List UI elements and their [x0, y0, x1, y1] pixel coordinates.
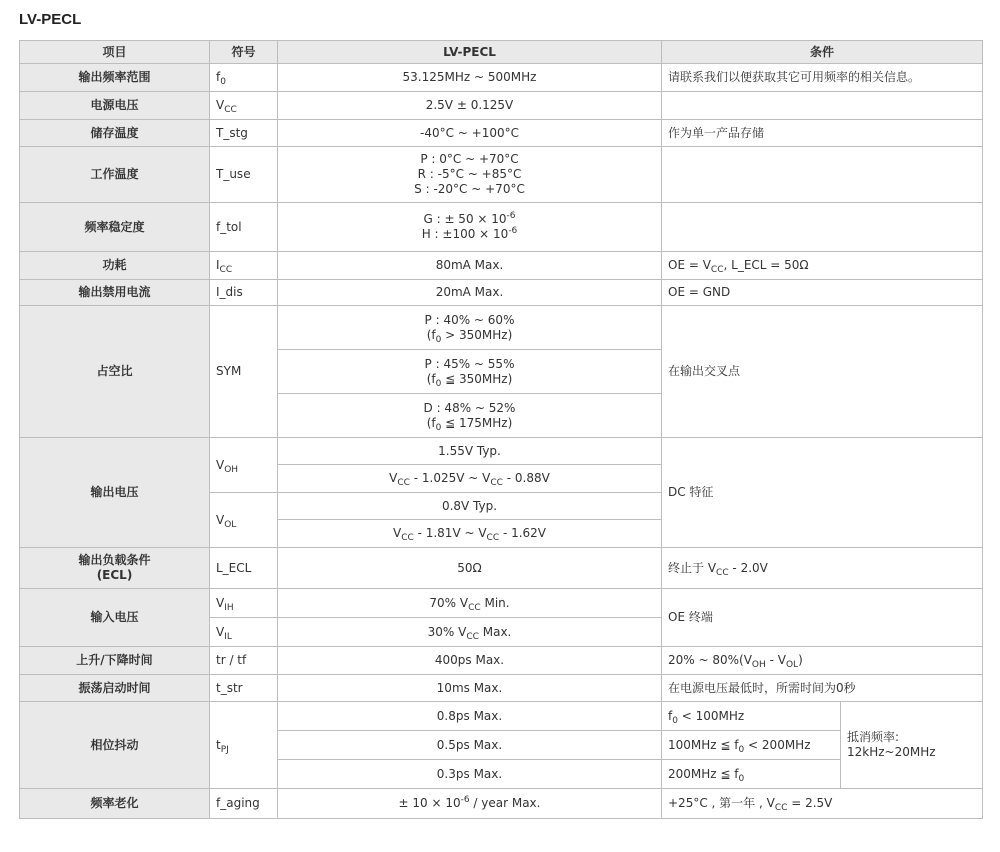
row-frequency-stability [20, 203, 983, 252]
header-row [20, 41, 983, 64]
item-label: 工作温度 [20, 147, 210, 203]
condition-cell [662, 203, 983, 252]
row-symmetry [20, 306, 983, 350]
value-cell: 0.8V Typ. [278, 493, 662, 520]
value-cell: 0.3ps Max. [278, 760, 662, 789]
symbol-cell: $V_{OL}$ [210, 493, 278, 548]
item-label: 功耗 [20, 252, 210, 280]
condition-cell: 在输出交叉点 [662, 306, 983, 438]
offset-frequency-cell: 抵消频率: 12kHz~20MHz [841, 702, 983, 789]
item-label: 输出电压 [20, 438, 210, 548]
item-label: 频率老化 [20, 789, 210, 819]
value-cell: 50Ω [278, 548, 662, 589]
row-supply-voltage [20, 92, 983, 120]
symbol-cell: $V_{IL}$ [210, 618, 278, 647]
value-cell: ± $10 \times 10^{-6}$ / year Max. [278, 789, 662, 819]
row-current-consumption [20, 252, 983, 280]
value-cell: $V_{CC} - 1.81V$ ~ $V_{CC} - 1.62V$ [278, 520, 662, 548]
condition-cell: OE = $V_{CC}$, L_ECL = 50Ω [662, 252, 983, 280]
row-rise-fall [20, 647, 983, 675]
symbol-cell: I_dis [210, 280, 278, 306]
row-startup-time [20, 675, 983, 702]
value-cell: P : 40% ~ 60% $(f_0 > 350MHz)$ [278, 306, 662, 350]
value-cell: 0.5ps Max. [278, 731, 662, 760]
condition-cell [662, 92, 983, 120]
value-cell: 30% $V_{CC}$ Max. [278, 618, 662, 647]
row-operating-temp [20, 147, 983, 203]
condition-cell: OE 终端 [662, 589, 983, 647]
condition-cell [662, 147, 983, 203]
row-storage-temp [20, 120, 983, 147]
row-input-voltage [20, 589, 983, 618]
condition-cell: 在电源电压最低时，所需时间为0秒 [662, 675, 983, 702]
value-cell: 20mA Max. [278, 280, 662, 306]
value-cell: 53.125MHz ~ 500MHz [278, 64, 662, 92]
page-title: LV-PECL [19, 11, 82, 28]
value-cell: -40°C ~ +100°C [278, 120, 662, 147]
symbol-cell: T_stg [210, 120, 278, 147]
value-cell: 70% $V_{CC}$ Min. [278, 589, 662, 618]
item-label: 上升/下降时间 [20, 647, 210, 675]
condition-cell: OE = GND [662, 280, 983, 306]
condition-cell: 终止于 $V_{CC} - 2.0V$ [662, 548, 983, 589]
value-cell: G : ± $50 \times 10^{-6}$ H : $\pm 100 \times 10^{-6}$ [278, 203, 662, 252]
item-label: 占空比 [20, 306, 210, 438]
condition-cell: 20% ~ $80\%(V_{OH} - V_{OL})$ [662, 647, 983, 675]
row-disable-current [20, 280, 983, 306]
item-label: 相位抖动 [20, 702, 210, 789]
symbol-cell: L_ECL [210, 548, 278, 589]
item-label: 振荡启动时间 [20, 675, 210, 702]
item-label: 储存温度 [20, 120, 210, 147]
value-cell: 400ps Max. [278, 647, 662, 675]
symbol-cell: tr / tf [210, 647, 278, 675]
item-label: 电源电压 [20, 92, 210, 120]
condition-cell: 200MHz ≦ $f_0$ [662, 760, 841, 789]
symbol-cell: $V_{CC}$ [210, 92, 278, 120]
row-freq-range [20, 64, 983, 92]
symbol-cell: t_str [210, 675, 278, 702]
row-phase-jitter [20, 702, 983, 731]
symbol-cell: $I_{CC}$ [210, 252, 278, 280]
condition-cell: 请联系我们以便获取其它可用频率的相关信息。 [662, 64, 983, 92]
condition-cell: +25°C , 第一年 , $V_{CC} = 2.5V$ [662, 789, 983, 819]
value-cell: 10ms Max. [278, 675, 662, 702]
symbol-cell: $V_{IH}$ [210, 589, 278, 618]
symbol-cell: $V_{OH}$ [210, 438, 278, 493]
item-label: 频率稳定度 [20, 203, 210, 252]
row-output-load [20, 548, 983, 589]
condition-cell: 100MHz ≦ $f_0 < 200MHz$ [662, 731, 841, 760]
spec-table [19, 40, 983, 819]
item-label: 输出频率范围 [20, 64, 210, 92]
value-cell: 2.5V ± 0.125V [278, 92, 662, 120]
value-cell: 80mA Max. [278, 252, 662, 280]
condition-cell: 作为单一产品存储 [662, 120, 983, 147]
value-cell: 0.8ps Max. [278, 702, 662, 731]
symbol-cell: T_use [210, 147, 278, 203]
header-value: LV-PECL [278, 41, 662, 64]
symbol-cell: SYM [210, 306, 278, 438]
symbol-cell: f_tol [210, 203, 278, 252]
value-cell: D : 48% ~ 52% ($f_0$ ≦ 175MHz) [278, 394, 662, 438]
header-condition: 条件 [662, 41, 983, 64]
header-item: 项目 [20, 41, 210, 64]
condition-cell: DC 特征 [662, 438, 983, 548]
header-symbol: 符号 [210, 41, 278, 64]
item-label: 输入电压 [20, 589, 210, 647]
symbol-cell: $t_{PJ}$ [210, 702, 278, 789]
value-cell: P : 45% ~ 55% ($f_0$ ≦ 350MHz) [278, 350, 662, 394]
item-label: 输出负载条件 (ECL) [20, 548, 210, 589]
row-output-voltage [20, 438, 983, 465]
row-frequency-aging [20, 789, 983, 819]
value-cell: 1.55V Typ. [278, 438, 662, 465]
item-label: 输出禁用电流 [20, 280, 210, 306]
value-cell: $V_{CC} - 1.025V$ ~ $V_{CC} - 0.88V$ [278, 465, 662, 493]
value-cell: P : 0°C ~ +70°C R : -5°C ~ +85°C S : -20°C ~ +70°C [278, 147, 662, 203]
symbol-cell: $f_0$ [210, 64, 278, 92]
condition-cell: $f_0 < 100MHz$ [662, 702, 841, 731]
symbol-cell: f_aging [210, 789, 278, 819]
